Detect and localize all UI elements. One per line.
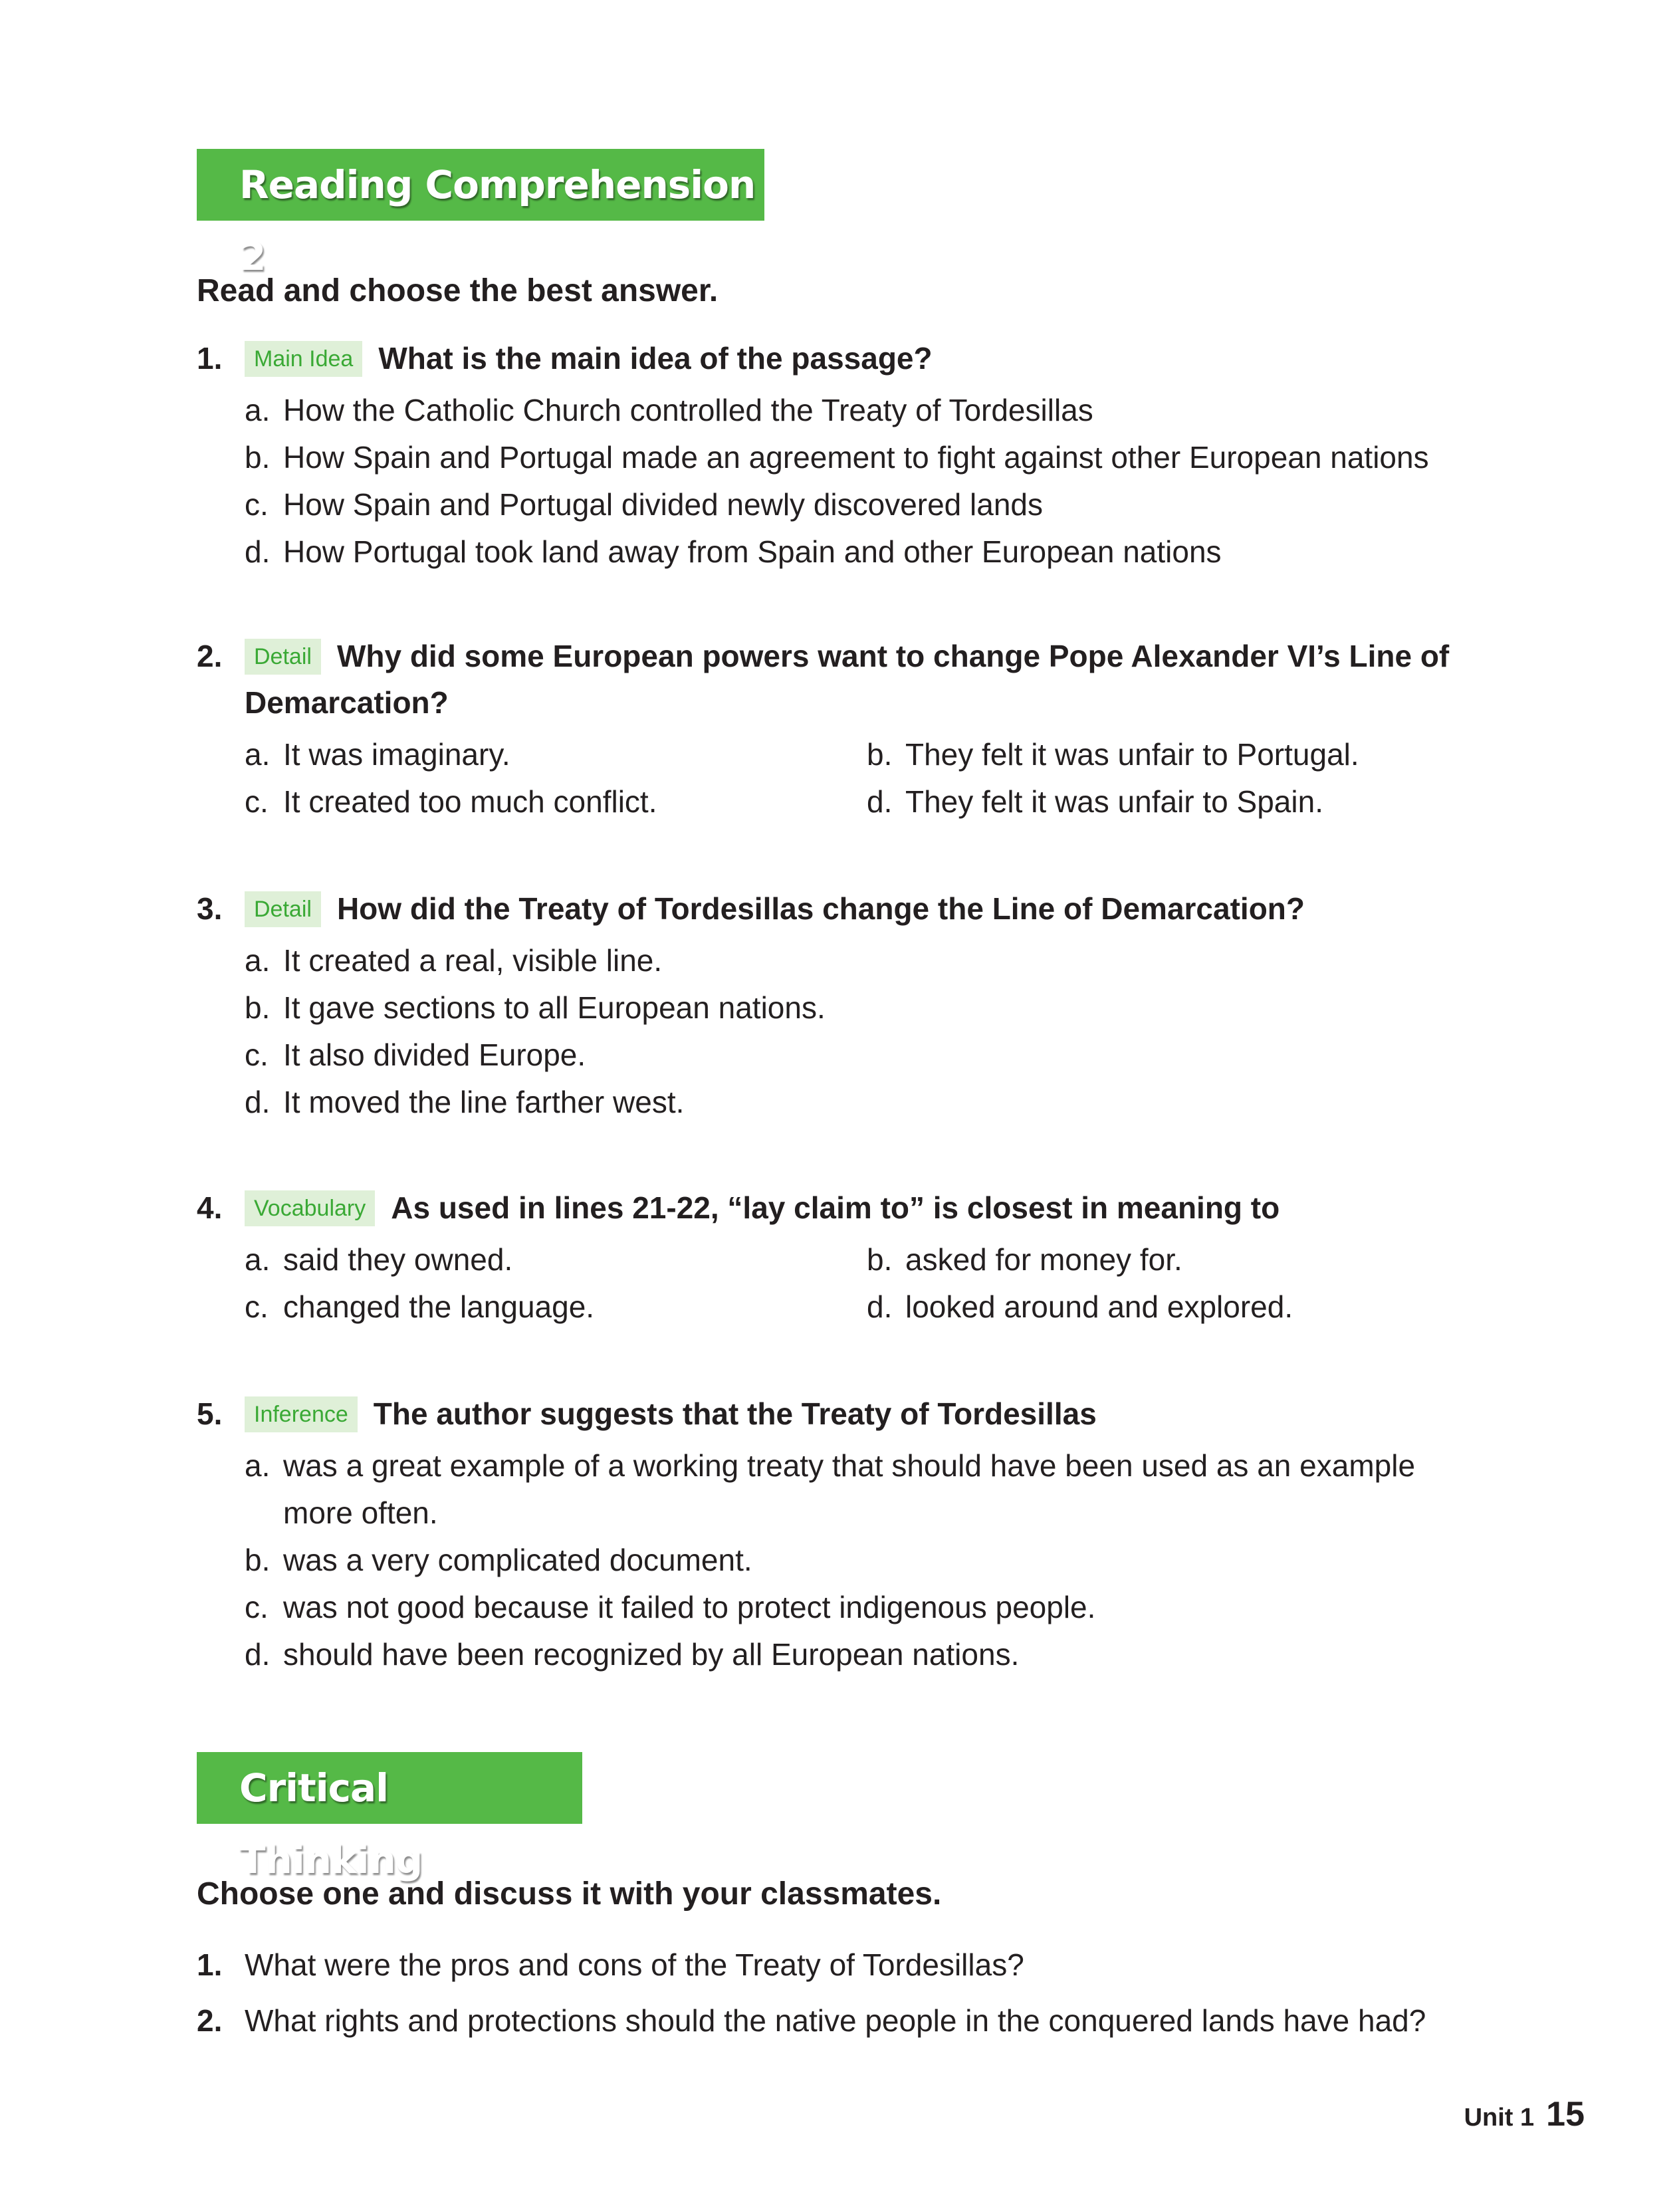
answer-option-d[interactable]: d. should have been recognized by all European nations. bbox=[245, 1637, 1020, 1672]
question-text: What is the main idea of the passage? bbox=[378, 341, 933, 376]
question-header bbox=[197, 1184, 1473, 1231]
question-number: 1. bbox=[197, 341, 223, 376]
answer-option-d[interactable]: d. It moved the line farther west. bbox=[245, 1085, 685, 1119]
reading-comprehension-header: Reading Comprehension 2 bbox=[197, 149, 764, 221]
reading-instruction: Read and choose the best answer. bbox=[197, 273, 719, 308]
question-type-badge: Main Idea bbox=[245, 341, 362, 377]
discussion-item: 1. What were the pros and cons of the Treaty of Tordesillas? bbox=[197, 1947, 1024, 1982]
answer-option-b[interactable]: b. was a very complicated document. bbox=[245, 1543, 752, 1577]
question-header bbox=[197, 633, 1473, 726]
question-3 bbox=[197, 885, 1473, 1126]
discussion-item: 2. What rights and protections should the native people in the conquered lands have had? bbox=[197, 2003, 1426, 2038]
unit-label: Unit 1 bbox=[1464, 2104, 1535, 2132]
answer-option-a[interactable]: a. said they owned. bbox=[245, 1242, 513, 1277]
question-header bbox=[197, 885, 1473, 932]
answer-options bbox=[245, 1442, 1473, 1678]
answer-option-d[interactable]: d. How Portugal took land away from Spain and other European nations bbox=[245, 534, 1222, 569]
critical-thinking-header: Critical Thinking bbox=[197, 1752, 582, 1824]
critical-thinking-instruction: Choose one and discuss it with your classmates. bbox=[197, 1876, 942, 1912]
question-text: Why did some European powers want to change Pope Alexander VI’s Line of Demarcation? bbox=[245, 639, 1450, 720]
answer-option-a[interactable]: a. How the Catholic Church controlled the Treaty of Tordesillas bbox=[245, 393, 1093, 427]
answer-option-c[interactable]: c. It also divided Europe. bbox=[245, 1038, 586, 1072]
question-header bbox=[197, 1390, 1473, 1437]
question-type-badge: Inference bbox=[245, 1396, 358, 1432]
page-footer bbox=[1464, 2091, 1585, 2138]
answer-option-a[interactable]: a. It created a real, visible line. bbox=[245, 943, 663, 978]
question-text: The author suggests that the Treaty of Tordesillas bbox=[373, 1396, 1097, 1431]
question-type-badge: Detail bbox=[245, 891, 321, 927]
question-2 bbox=[197, 633, 1473, 826]
answer-option-c[interactable]: c. It created too much conflict. bbox=[245, 784, 657, 819]
answer-option-b[interactable]: b. It gave sections to all European nations. bbox=[245, 990, 826, 1025]
discussion-list bbox=[197, 1937, 1493, 2048]
question-1 bbox=[197, 335, 1473, 576]
answer-option-c[interactable]: c. was not good because it failed to protect indigenous people. bbox=[245, 1590, 1096, 1624]
question-type-badge: Detail bbox=[245, 639, 321, 675]
answer-options bbox=[245, 937, 1473, 1126]
answer-option-b[interactable]: b. They felt it was unfair to Portugal. bbox=[867, 737, 1359, 772]
question-text: As used in lines 21-22, “lay claim to” is closest in meaning to bbox=[391, 1190, 1280, 1225]
question-type-badge: Vocabulary bbox=[245, 1190, 375, 1226]
page-number: 15 bbox=[1546, 2095, 1585, 2134]
answer-option-a[interactable]: a. It was imaginary. bbox=[245, 737, 510, 772]
question-number: 3. bbox=[197, 891, 223, 926]
answer-options bbox=[245, 731, 1473, 826]
answer-option-a[interactable]: a. was a great example of a working treaty that should have been used as an example more often. bbox=[245, 1448, 1416, 1530]
answer-option-b[interactable]: b. asked for money for. bbox=[867, 1242, 1182, 1277]
question-5 bbox=[197, 1390, 1473, 1678]
answer-options bbox=[245, 1236, 1473, 1331]
question-text: How did the Treaty of Tordesillas change the Line of Demarcation? bbox=[336, 891, 1305, 926]
question-header bbox=[197, 335, 1473, 382]
answer-option-c[interactable]: c. How Spain and Portugal divided newly discovered lands bbox=[245, 487, 1044, 522]
question-number: 4. bbox=[197, 1190, 223, 1225]
answer-option-d[interactable]: d. They felt it was unfair to Spain. bbox=[867, 784, 1323, 819]
answer-option-d[interactable]: d. looked around and explored. bbox=[867, 1289, 1293, 1324]
answer-option-b[interactable]: b. How Spain and Portugal made an agreement to fight against other European nations bbox=[245, 440, 1429, 475]
answer-options bbox=[245, 387, 1473, 576]
question-number: 5. bbox=[197, 1396, 223, 1431]
question-number: 2. bbox=[197, 639, 223, 673]
answer-option-c[interactable]: c. changed the language. bbox=[245, 1289, 595, 1324]
question-4 bbox=[197, 1184, 1473, 1331]
